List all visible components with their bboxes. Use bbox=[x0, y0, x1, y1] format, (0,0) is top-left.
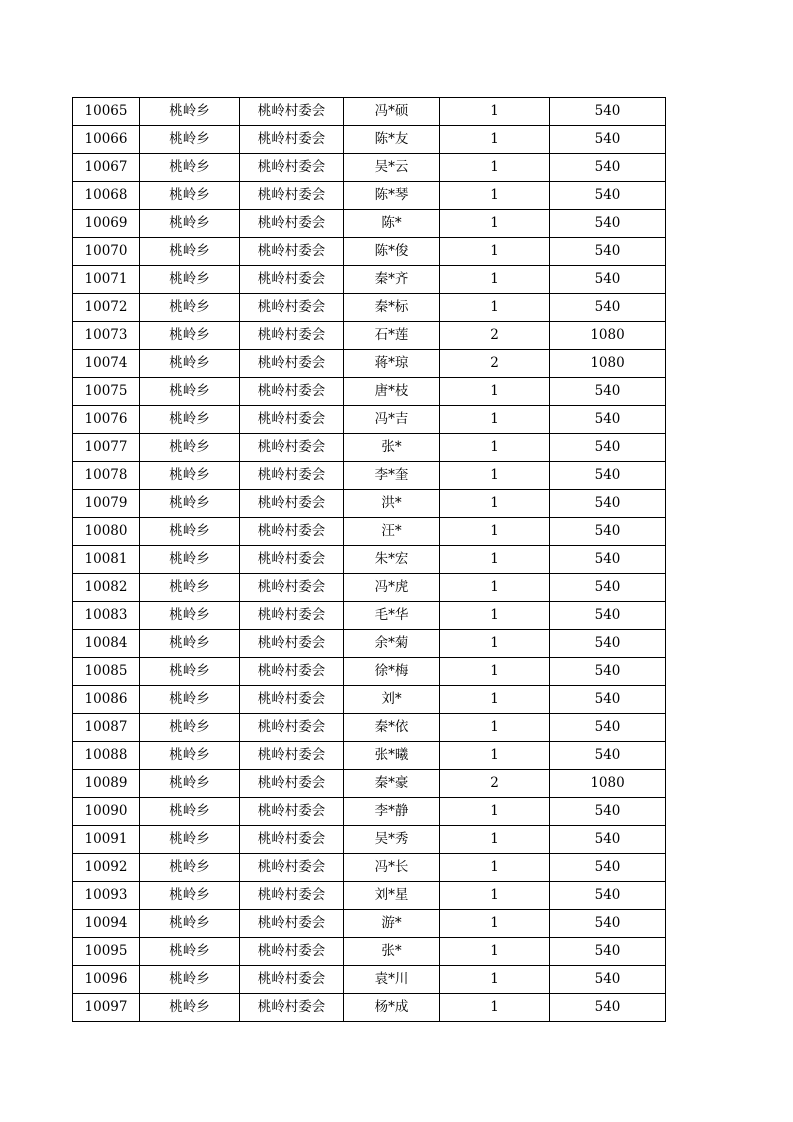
cell-village: 桃岭村委会 bbox=[240, 210, 344, 238]
table-row bbox=[73, 770, 666, 798]
cell-township: 桃岭乡 bbox=[140, 882, 240, 910]
cell-name: 秦*豪 bbox=[344, 770, 440, 798]
cell-id: 10082 bbox=[73, 574, 140, 602]
cell-count: 1 bbox=[440, 154, 550, 182]
cell-amount: 540 bbox=[550, 686, 666, 714]
cell-id: 10096 bbox=[73, 966, 140, 994]
cell-amount: 540 bbox=[550, 798, 666, 826]
cell-township: 桃岭乡 bbox=[140, 238, 240, 266]
cell-amount: 540 bbox=[550, 406, 666, 434]
table-row bbox=[73, 490, 666, 518]
cell-name: 张* bbox=[344, 938, 440, 966]
table-row bbox=[73, 826, 666, 854]
cell-village: 桃岭村委会 bbox=[240, 462, 344, 490]
cell-id: 10071 bbox=[73, 266, 140, 294]
cell-township: 桃岭乡 bbox=[140, 350, 240, 378]
cell-amount: 540 bbox=[550, 182, 666, 210]
cell-village: 桃岭村委会 bbox=[240, 434, 344, 462]
cell-id: 10094 bbox=[73, 910, 140, 938]
cell-id: 10097 bbox=[73, 994, 140, 1022]
cell-name: 朱*宏 bbox=[344, 546, 440, 574]
cell-amount: 540 bbox=[550, 126, 666, 154]
cell-township: 桃岭乡 bbox=[140, 210, 240, 238]
cell-amount: 540 bbox=[550, 574, 666, 602]
cell-amount: 540 bbox=[550, 154, 666, 182]
cell-amount: 1080 bbox=[550, 350, 666, 378]
table-row bbox=[73, 238, 666, 266]
cell-name: 冯*长 bbox=[344, 854, 440, 882]
cell-village: 桃岭村委会 bbox=[240, 770, 344, 798]
cell-id: 10088 bbox=[73, 742, 140, 770]
cell-id: 10085 bbox=[73, 658, 140, 686]
cell-township: 桃岭乡 bbox=[140, 462, 240, 490]
table-row bbox=[73, 406, 666, 434]
cell-village: 桃岭村委会 bbox=[240, 714, 344, 742]
cell-township: 桃岭乡 bbox=[140, 490, 240, 518]
cell-id: 10081 bbox=[73, 546, 140, 574]
cell-amount: 540 bbox=[550, 994, 666, 1022]
cell-township: 桃岭乡 bbox=[140, 182, 240, 210]
table-row bbox=[73, 574, 666, 602]
cell-count: 1 bbox=[440, 518, 550, 546]
cell-count: 1 bbox=[440, 294, 550, 322]
roster-table bbox=[72, 97, 666, 1022]
cell-township: 桃岭乡 bbox=[140, 574, 240, 602]
cell-count: 1 bbox=[440, 854, 550, 882]
cell-village: 桃岭村委会 bbox=[240, 98, 344, 126]
cell-village: 桃岭村委会 bbox=[240, 378, 344, 406]
cell-count: 1 bbox=[440, 434, 550, 462]
cell-village: 桃岭村委会 bbox=[240, 350, 344, 378]
cell-id: 10070 bbox=[73, 238, 140, 266]
table-row bbox=[73, 518, 666, 546]
cell-name: 李*奎 bbox=[344, 462, 440, 490]
cell-count: 1 bbox=[440, 546, 550, 574]
cell-name: 张* bbox=[344, 434, 440, 462]
table-row bbox=[73, 294, 666, 322]
cell-township: 桃岭乡 bbox=[140, 658, 240, 686]
cell-count: 1 bbox=[440, 210, 550, 238]
cell-township: 桃岭乡 bbox=[140, 798, 240, 826]
table-row bbox=[73, 266, 666, 294]
cell-township: 桃岭乡 bbox=[140, 378, 240, 406]
cell-amount: 540 bbox=[550, 826, 666, 854]
table-row bbox=[73, 322, 666, 350]
cell-amount: 540 bbox=[550, 938, 666, 966]
cell-count: 1 bbox=[440, 98, 550, 126]
cell-count: 1 bbox=[440, 938, 550, 966]
cell-name: 毛*华 bbox=[344, 602, 440, 630]
table-row bbox=[73, 686, 666, 714]
cell-village: 桃岭村委会 bbox=[240, 294, 344, 322]
cell-id: 10074 bbox=[73, 350, 140, 378]
cell-count: 1 bbox=[440, 238, 550, 266]
cell-count: 1 bbox=[440, 910, 550, 938]
cell-name: 刘* bbox=[344, 686, 440, 714]
cell-name: 李*静 bbox=[344, 798, 440, 826]
cell-village: 桃岭村委会 bbox=[240, 322, 344, 350]
cell-village: 桃岭村委会 bbox=[240, 490, 344, 518]
cell-township: 桃岭乡 bbox=[140, 546, 240, 574]
roster-table-body bbox=[73, 98, 666, 1022]
cell-name: 汪* bbox=[344, 518, 440, 546]
cell-id: 10073 bbox=[73, 322, 140, 350]
cell-count: 1 bbox=[440, 490, 550, 518]
table-row bbox=[73, 546, 666, 574]
cell-id: 10090 bbox=[73, 798, 140, 826]
cell-village: 桃岭村委会 bbox=[240, 126, 344, 154]
cell-township: 桃岭乡 bbox=[140, 602, 240, 630]
cell-village: 桃岭村委会 bbox=[240, 994, 344, 1022]
cell-township: 桃岭乡 bbox=[140, 742, 240, 770]
cell-township: 桃岭乡 bbox=[140, 770, 240, 798]
cell-id: 10080 bbox=[73, 518, 140, 546]
cell-village: 桃岭村委会 bbox=[240, 546, 344, 574]
cell-township: 桃岭乡 bbox=[140, 686, 240, 714]
cell-village: 桃岭村委会 bbox=[240, 882, 344, 910]
cell-count: 1 bbox=[440, 826, 550, 854]
table-row bbox=[73, 126, 666, 154]
cell-count: 1 bbox=[440, 266, 550, 294]
table-row bbox=[73, 378, 666, 406]
cell-township: 桃岭乡 bbox=[140, 714, 240, 742]
cell-village: 桃岭村委会 bbox=[240, 574, 344, 602]
cell-id: 10072 bbox=[73, 294, 140, 322]
table-row bbox=[73, 182, 666, 210]
cell-id: 10066 bbox=[73, 126, 140, 154]
cell-count: 1 bbox=[440, 994, 550, 1022]
cell-amount: 540 bbox=[550, 294, 666, 322]
cell-amount: 540 bbox=[550, 714, 666, 742]
cell-id: 10075 bbox=[73, 378, 140, 406]
cell-village: 桃岭村委会 bbox=[240, 154, 344, 182]
table-row bbox=[73, 798, 666, 826]
cell-amount: 540 bbox=[550, 910, 666, 938]
cell-village: 桃岭村委会 bbox=[240, 826, 344, 854]
cell-count: 1 bbox=[440, 658, 550, 686]
cell-id: 10083 bbox=[73, 602, 140, 630]
table-row bbox=[73, 602, 666, 630]
cell-id: 10067 bbox=[73, 154, 140, 182]
cell-amount: 540 bbox=[550, 238, 666, 266]
cell-village: 桃岭村委会 bbox=[240, 658, 344, 686]
cell-village: 桃岭村委会 bbox=[240, 266, 344, 294]
cell-id: 10093 bbox=[73, 882, 140, 910]
cell-amount: 540 bbox=[550, 462, 666, 490]
cell-count: 1 bbox=[440, 882, 550, 910]
cell-village: 桃岭村委会 bbox=[240, 630, 344, 658]
cell-township: 桃岭乡 bbox=[140, 126, 240, 154]
cell-name: 冯*吉 bbox=[344, 406, 440, 434]
table-row bbox=[73, 854, 666, 882]
cell-count: 1 bbox=[440, 574, 550, 602]
cell-name: 冯*虎 bbox=[344, 574, 440, 602]
table-row bbox=[73, 910, 666, 938]
cell-village: 桃岭村委会 bbox=[240, 518, 344, 546]
cell-name: 秦*标 bbox=[344, 294, 440, 322]
table-row bbox=[73, 434, 666, 462]
cell-amount: 540 bbox=[550, 434, 666, 462]
cell-village: 桃岭村委会 bbox=[240, 686, 344, 714]
cell-township: 桃岭乡 bbox=[140, 854, 240, 882]
cell-name: 蒋*琼 bbox=[344, 350, 440, 378]
cell-amount: 540 bbox=[550, 966, 666, 994]
cell-township: 桃岭乡 bbox=[140, 966, 240, 994]
cell-name: 冯*硕 bbox=[344, 98, 440, 126]
cell-village: 桃岭村委会 bbox=[240, 406, 344, 434]
cell-name: 唐*枝 bbox=[344, 378, 440, 406]
cell-township: 桃岭乡 bbox=[140, 630, 240, 658]
cell-amount: 540 bbox=[550, 266, 666, 294]
cell-name: 游* bbox=[344, 910, 440, 938]
cell-count: 1 bbox=[440, 714, 550, 742]
cell-village: 桃岭村委会 bbox=[240, 742, 344, 770]
cell-name: 洪* bbox=[344, 490, 440, 518]
cell-amount: 540 bbox=[550, 630, 666, 658]
cell-amount: 540 bbox=[550, 854, 666, 882]
cell-name: 袁*川 bbox=[344, 966, 440, 994]
cell-township: 桃岭乡 bbox=[140, 826, 240, 854]
cell-name: 吴*秀 bbox=[344, 826, 440, 854]
cell-name: 陈*琴 bbox=[344, 182, 440, 210]
table-row bbox=[73, 154, 666, 182]
cell-count: 2 bbox=[440, 322, 550, 350]
table-row bbox=[73, 714, 666, 742]
cell-amount: 540 bbox=[550, 490, 666, 518]
cell-township: 桃岭乡 bbox=[140, 994, 240, 1022]
cell-count: 2 bbox=[440, 350, 550, 378]
cell-count: 1 bbox=[440, 462, 550, 490]
cell-name: 余*菊 bbox=[344, 630, 440, 658]
cell-amount: 540 bbox=[550, 210, 666, 238]
cell-township: 桃岭乡 bbox=[140, 294, 240, 322]
cell-township: 桃岭乡 bbox=[140, 154, 240, 182]
cell-name: 刘*星 bbox=[344, 882, 440, 910]
cell-count: 1 bbox=[440, 686, 550, 714]
cell-count: 1 bbox=[440, 182, 550, 210]
table-row bbox=[73, 966, 666, 994]
cell-id: 10087 bbox=[73, 714, 140, 742]
cell-village: 桃岭村委会 bbox=[240, 854, 344, 882]
cell-name: 陈*俊 bbox=[344, 238, 440, 266]
table-row bbox=[73, 742, 666, 770]
cell-id: 10079 bbox=[73, 490, 140, 518]
cell-amount: 540 bbox=[550, 742, 666, 770]
cell-id: 10089 bbox=[73, 770, 140, 798]
cell-village: 桃岭村委会 bbox=[240, 938, 344, 966]
cell-name: 陈* bbox=[344, 210, 440, 238]
cell-count: 1 bbox=[440, 966, 550, 994]
table-row bbox=[73, 462, 666, 490]
cell-name: 徐*梅 bbox=[344, 658, 440, 686]
cell-amount: 1080 bbox=[550, 770, 666, 798]
cell-township: 桃岭乡 bbox=[140, 434, 240, 462]
cell-amount: 540 bbox=[550, 602, 666, 630]
cell-amount: 540 bbox=[550, 546, 666, 574]
cell-village: 桃岭村委会 bbox=[240, 602, 344, 630]
cell-count: 2 bbox=[440, 770, 550, 798]
cell-name: 陈*友 bbox=[344, 126, 440, 154]
cell-village: 桃岭村委会 bbox=[240, 798, 344, 826]
cell-count: 1 bbox=[440, 126, 550, 154]
cell-township: 桃岭乡 bbox=[140, 518, 240, 546]
table-row bbox=[73, 350, 666, 378]
cell-name: 秦*齐 bbox=[344, 266, 440, 294]
table-row bbox=[73, 210, 666, 238]
cell-name: 秦*依 bbox=[344, 714, 440, 742]
cell-village: 桃岭村委会 bbox=[240, 238, 344, 266]
cell-id: 10086 bbox=[73, 686, 140, 714]
table-row bbox=[73, 938, 666, 966]
cell-village: 桃岭村委会 bbox=[240, 182, 344, 210]
cell-amount: 540 bbox=[550, 378, 666, 406]
cell-amount: 1080 bbox=[550, 322, 666, 350]
cell-amount: 540 bbox=[550, 98, 666, 126]
cell-count: 1 bbox=[440, 406, 550, 434]
cell-township: 桃岭乡 bbox=[140, 266, 240, 294]
cell-id: 10091 bbox=[73, 826, 140, 854]
cell-count: 1 bbox=[440, 630, 550, 658]
table-row bbox=[73, 630, 666, 658]
cell-count: 1 bbox=[440, 798, 550, 826]
cell-count: 1 bbox=[440, 742, 550, 770]
cell-id: 10068 bbox=[73, 182, 140, 210]
table-row bbox=[73, 98, 666, 126]
cell-count: 1 bbox=[440, 602, 550, 630]
cell-amount: 540 bbox=[550, 658, 666, 686]
cell-id: 10095 bbox=[73, 938, 140, 966]
cell-id: 10076 bbox=[73, 406, 140, 434]
table-row bbox=[73, 882, 666, 910]
cell-name: 张*曦 bbox=[344, 742, 440, 770]
cell-id: 10065 bbox=[73, 98, 140, 126]
cell-township: 桃岭乡 bbox=[140, 98, 240, 126]
table-row bbox=[73, 994, 666, 1022]
cell-id: 10084 bbox=[73, 630, 140, 658]
cell-id: 10092 bbox=[73, 854, 140, 882]
cell-id: 10078 bbox=[73, 462, 140, 490]
cell-amount: 540 bbox=[550, 518, 666, 546]
cell-id: 10077 bbox=[73, 434, 140, 462]
cell-township: 桃岭乡 bbox=[140, 938, 240, 966]
cell-village: 桃岭村委会 bbox=[240, 966, 344, 994]
cell-name: 石*莲 bbox=[344, 322, 440, 350]
cell-amount: 540 bbox=[550, 882, 666, 910]
cell-count: 1 bbox=[440, 378, 550, 406]
table-row bbox=[73, 658, 666, 686]
cell-name: 杨*成 bbox=[344, 994, 440, 1022]
cell-village: 桃岭村委会 bbox=[240, 910, 344, 938]
cell-id: 10069 bbox=[73, 210, 140, 238]
cell-name: 吴*云 bbox=[344, 154, 440, 182]
cell-township: 桃岭乡 bbox=[140, 910, 240, 938]
cell-township: 桃岭乡 bbox=[140, 406, 240, 434]
cell-township: 桃岭乡 bbox=[140, 322, 240, 350]
